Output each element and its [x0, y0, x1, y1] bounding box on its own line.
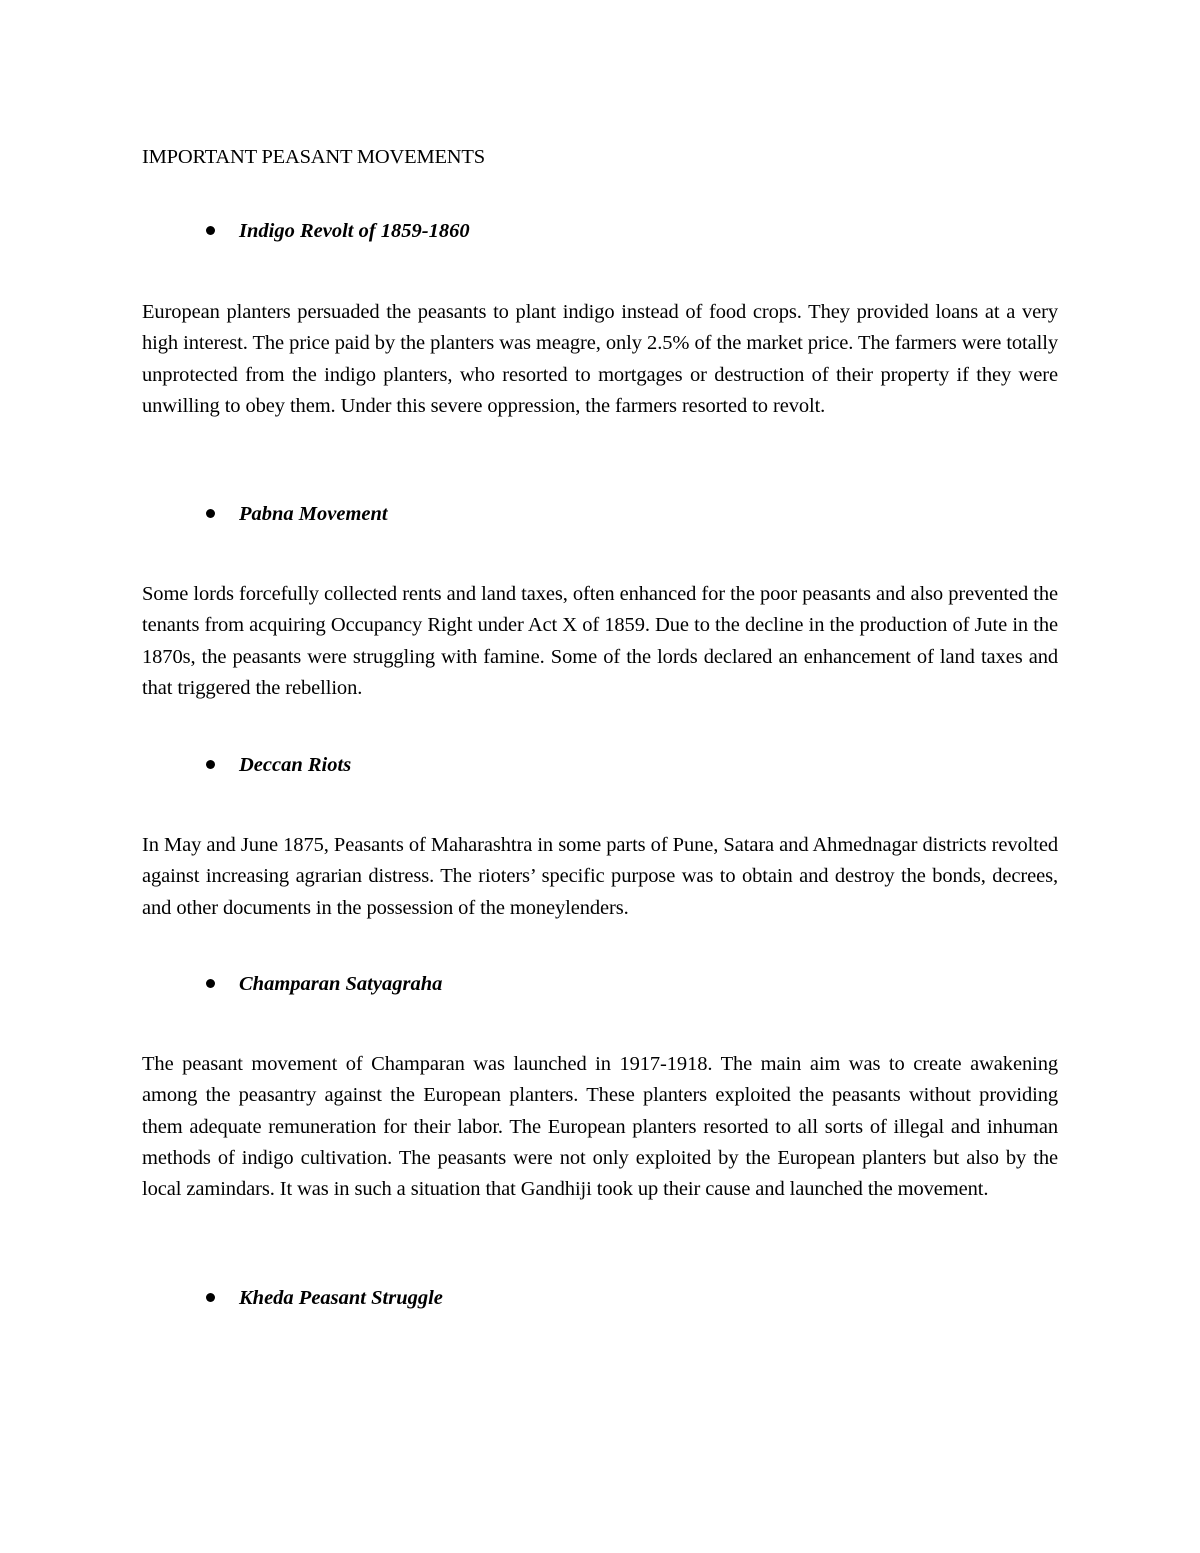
section-heading-text: Deccan Riots [239, 754, 352, 776]
section-heading-kheda-peasant-struggle [206, 1284, 443, 1312]
section-body-indigo-revolt: European planters persuaded the peasants to plant indigo instead of food crops. They provided loans at a very high interest. The price paid by the planters was meagre, only 2.5% of the market price. The farmers were totally unprotected from the indigo planters, who resorted to mortgages or destruction of their property if they were unwilling to obey them. Under this severe oppression, the farmers resorted to revolt. [142, 301, 1058, 417]
document-title: IMPORTANT PEASANT MOVEMENTS [142, 146, 485, 168]
bullet-icon [206, 1293, 215, 1302]
section-body-champaran-satyagraha: The peasant movement of Champaran was launched in 1917-1918. The main aim was to create awakening among the peasantry against the European planters. These planters exploited the peasants without providing them adequate remuneration for their labor. The European planters resorted to all sorts of illegal and inhuman methods of indigo cultivation. The peasants were not only exploited by the European planters but also by the local zamindars. It was in such a situation that Gandhiji took up their cause and launched the movement. [142, 1053, 1058, 1201]
bullet-icon [206, 760, 215, 769]
bullet-icon [206, 509, 215, 518]
section-heading-text: Champaran Satyagraha [239, 973, 443, 995]
section-heading-text: Indigo Revolt of 1859-1860 [239, 220, 470, 242]
section-body-deccan-riots: In May and June 1875, Peasants of Maharashtra in some parts of Pune, Satara and Ahmednagar districts revolted against increasing agrarian distress. The rioters’ specific purpose was to obtain and destroy the bonds, decrees, and other documents in the possession of the moneylenders. [142, 834, 1058, 919]
bullet-icon [206, 979, 215, 988]
bullet-icon [206, 226, 215, 235]
section-heading-deccan-riots [206, 751, 351, 779]
section-heading-indigo-revolt [206, 217, 470, 245]
section-heading-text: Pabna Movement [239, 503, 388, 525]
section-heading-champaran-satyagraha [206, 970, 442, 998]
section-heading-text: Kheda Peasant Struggle [239, 1287, 443, 1309]
section-heading-pabna-movement [206, 500, 388, 528]
section-body-pabna-movement: Some lords forcefully collected rents and land taxes, often enhanced for the poor peasants and also prevented the tenants from acquiring Occupancy Right under Act X of 1859. Due to the decline in the production of Jute in the 1870s, the peasants were struggling with famine. Some of the lords declared an enhancement of land taxes and that triggered the rebellion. [142, 583, 1058, 699]
